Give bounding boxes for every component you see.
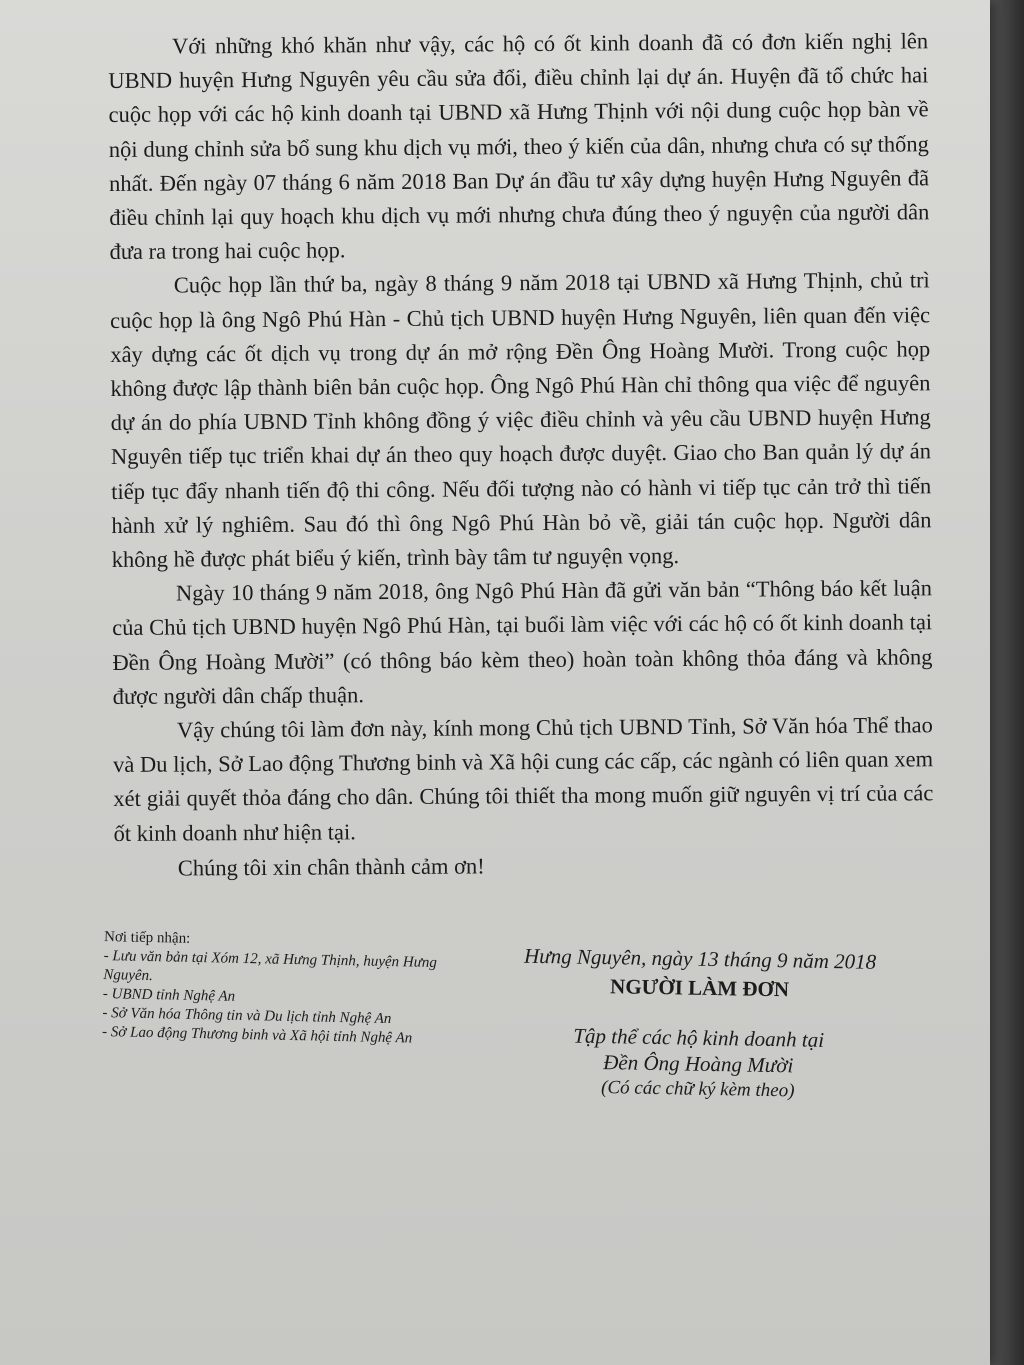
signer-group-line-2: Đền Ông Hoàng Mười	[603, 1050, 794, 1078]
closing-line: Chúng tôi xin chân thành cảm ơn!	[177, 853, 485, 881]
letter-page	[101, 24, 936, 1128]
letter-footer	[101, 922, 935, 1128]
recipient-item: - UBND tỉnh Nghệ An	[102, 986, 236, 1005]
recipient-item: - Sở Văn hóa Thông tin và Du lịch tỉnh Nghệ An	[102, 1005, 392, 1028]
recipients-heading: Nơi tiếp nhận:	[103, 929, 191, 947]
signature-note: (Có các chữ ký kèm theo)	[600, 1077, 795, 1102]
signature-block	[498, 941, 901, 1106]
signer-group-line-1: Tập thể các hộ kinh doanh tại	[573, 1023, 825, 1053]
recipients-block	[102, 928, 464, 1050]
letter-body	[108, 24, 934, 886]
place-and-date: Hưng Nguyên, ngày 13 tháng 9 năm 2018	[523, 943, 877, 974]
paragraph-1: Với những khó khăn như vậy, các hộ có ốt kinh doanh đã có đơn kiến nghị lên UBND huyện Hưng Nguyên yêu cầu sửa đổi, điều chỉnh lại dự án. Huyện đã tổ chức hai cuộc họp với các hộ kinh doanh tại UBND xã Hưng Thịnh với nội dung cuộc họp bàn về nội dung chỉnh sửa bổ sung khu dịch vụ mới, theo ý kiến của dân, nhưng chưa có sự thống nhất. Đến ngày 07 tháng 6 năm 2018 Ban Dự án đầu tư xây dựng huyện Hưng Nguyên đã điều chỉnh lại quy hoạch khu dịch vụ mới nhưng chưa đúng theo ý nguyện của người dân đưa ra trong hai cuộc họp.	[108, 28, 930, 265]
paragraph-3: Ngày 10 tháng 9 năm 2018, ông Ngô Phú Hàn đã gửi văn bản “Thông báo kết luận của Chủ tịch UBND huyện Ngô Phú Hàn, tại buổi làm việc với các hộ có ốt kinh doanh tại Đền Ông Hoàng Mười” (có thông báo kèm theo) hoàn toàn không thỏa đáng và không được người dân chấp thuận.	[112, 575, 933, 709]
recipient-item: - Lưu văn bản tại Xóm 12, xã Hưng Thịnh, huyện Hưng Nguyên.	[103, 948, 438, 985]
background-edge	[990, 0, 1024, 1365]
recipient-item: - Sở Lao động Thương binh và Xã hội tỉnh Nghệ An	[101, 1024, 413, 1047]
signer-role: NGƯỜI LÀM ĐƠN	[609, 974, 790, 1002]
paragraph-2: Cuộc họp lần thứ ba, ngày 8 tháng 9 năm 2018 tại UBND xã Hưng Thịnh, chủ trì cuộc họp là ông Ngô Phú Hàn - Chủ tịch UBND huyện Hưng Nguyên, liên quan đến việc xây dựng các ốt dịch vụ trong dự án mở rộng Đền Ông Hoàng Mười. Trong cuộc họp không được lập thành biên bản cuộc họp. Ông Ngô Phú Hàn chỉ thông qua việc để nguyên dự án do phía UBND Tỉnh không đồng ý việc điều chỉnh và yêu cầu UBND huyện Hưng Nguyên tiếp tục triển khai dự án theo quy hoạch được duyệt. Giao cho Ban quản lý dự án tiếp tục đẩy nhanh tiến độ thi công. Nếu đối tượng nào có hành vi tiếp tục cản trở thì tiến hành xử lý nghiêm. Sau đó thì ông Ngô Phú Hàn bỏ về, giải tán cuộc họp. Người dân không hề được phát biểu ý kiến, trình bày tâm tư nguyện vọng.	[109, 267, 932, 573]
paragraph-4: Vậy chúng tôi làm đơn này, kính mong Chủ tịch UBND Tỉnh, Sở Văn hóa Thể thao và Du lịch, Sở Lao động Thương binh và Xã hội cung các cấp, các ngành có liên quan xem xét giải quyết thỏa đáng cho dân. Chúng tôi thiết tha mong muốn giữ nguyên vị trí của các ốt kinh doanh như hiện tại.	[113, 712, 934, 846]
